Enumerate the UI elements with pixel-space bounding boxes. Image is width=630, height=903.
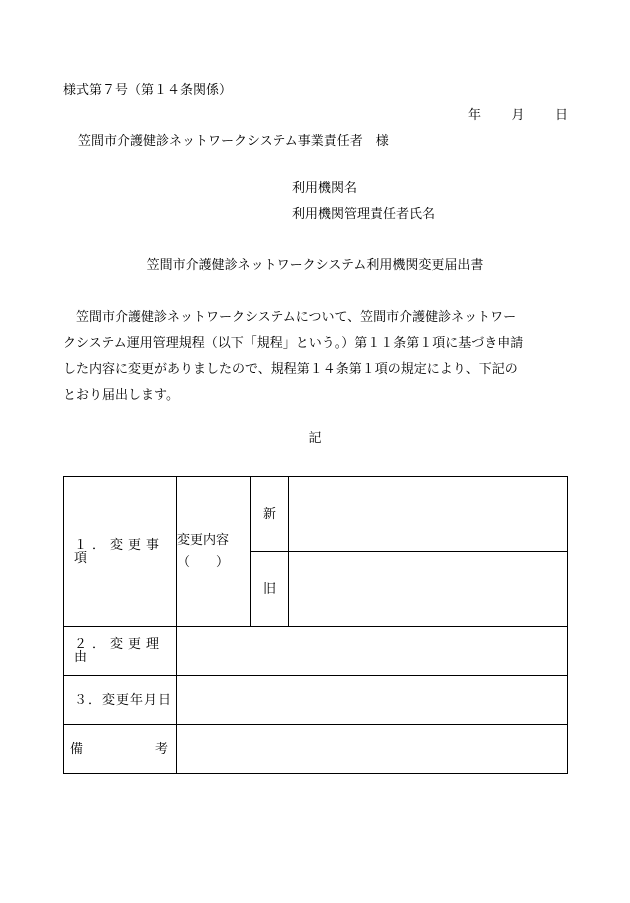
remarks-label-cell <box>64 725 177 774</box>
remarks-label-right: 考 <box>154 741 168 757</box>
manager-name-label: 利用機関管理責任者氏名 <box>292 207 436 222</box>
change-date-field[interactable] <box>177 676 568 725</box>
table-row <box>64 725 568 774</box>
body-line: した内容に変更がありましたので、規程第１４条第１項の規定により、下記の <box>63 362 518 377</box>
addressee: 笠間市介護健診ネットワークシステム事業責任者 様 <box>78 134 389 149</box>
old-label: 旧 <box>262 581 276 597</box>
change-content-paren: （ ） <box>177 554 230 570</box>
new-label: 新 <box>262 506 276 522</box>
item2-label-cell <box>64 627 177 676</box>
table-row <box>64 477 568 552</box>
body-text <box>63 305 567 409</box>
change-content-label: 変更内容 <box>177 532 230 548</box>
org-name-label: 利用機関名 <box>292 181 358 196</box>
ki-heading: 記 <box>308 431 322 446</box>
reason-field[interactable] <box>177 627 568 676</box>
item3-label: ３．変更年月日 <box>74 692 173 708</box>
item2-label: ２．変更理由 <box>74 637 165 665</box>
new-value-field[interactable] <box>289 477 568 552</box>
date-day-label: 日 <box>554 108 568 123</box>
body-line: とおり届出します。 <box>63 388 179 403</box>
item3-label-cell <box>64 676 177 725</box>
item1-label-cell <box>64 477 177 627</box>
change-content-cell <box>177 477 251 627</box>
date-year-label: 年 <box>468 108 482 123</box>
date-month-label: 月 <box>511 108 525 123</box>
body-line: クシステム運用管理規程（以下「規程」という。）第１１条第１項に基づき申請 <box>63 336 524 351</box>
document-title: 笠間市介護健診ネットワークシステム利用機関変更届出書 <box>146 258 484 273</box>
table-row <box>64 676 568 725</box>
date-line <box>468 109 568 122</box>
body-line: 笠間市介護健診ネットワークシステムについて、笠間市介護健診ネットワー <box>76 310 517 325</box>
remarks-label-left: 備 <box>70 741 84 757</box>
remarks-field[interactable] <box>177 725 568 774</box>
form-number: 様式第７号（第１４条関係） <box>63 83 233 98</box>
table-row <box>64 627 568 676</box>
old-label-cell <box>251 552 289 627</box>
change-table <box>63 476 568 774</box>
new-label-cell <box>251 477 289 552</box>
item1-label: １．変更事項 <box>74 537 165 566</box>
old-value-field[interactable] <box>289 552 568 627</box>
